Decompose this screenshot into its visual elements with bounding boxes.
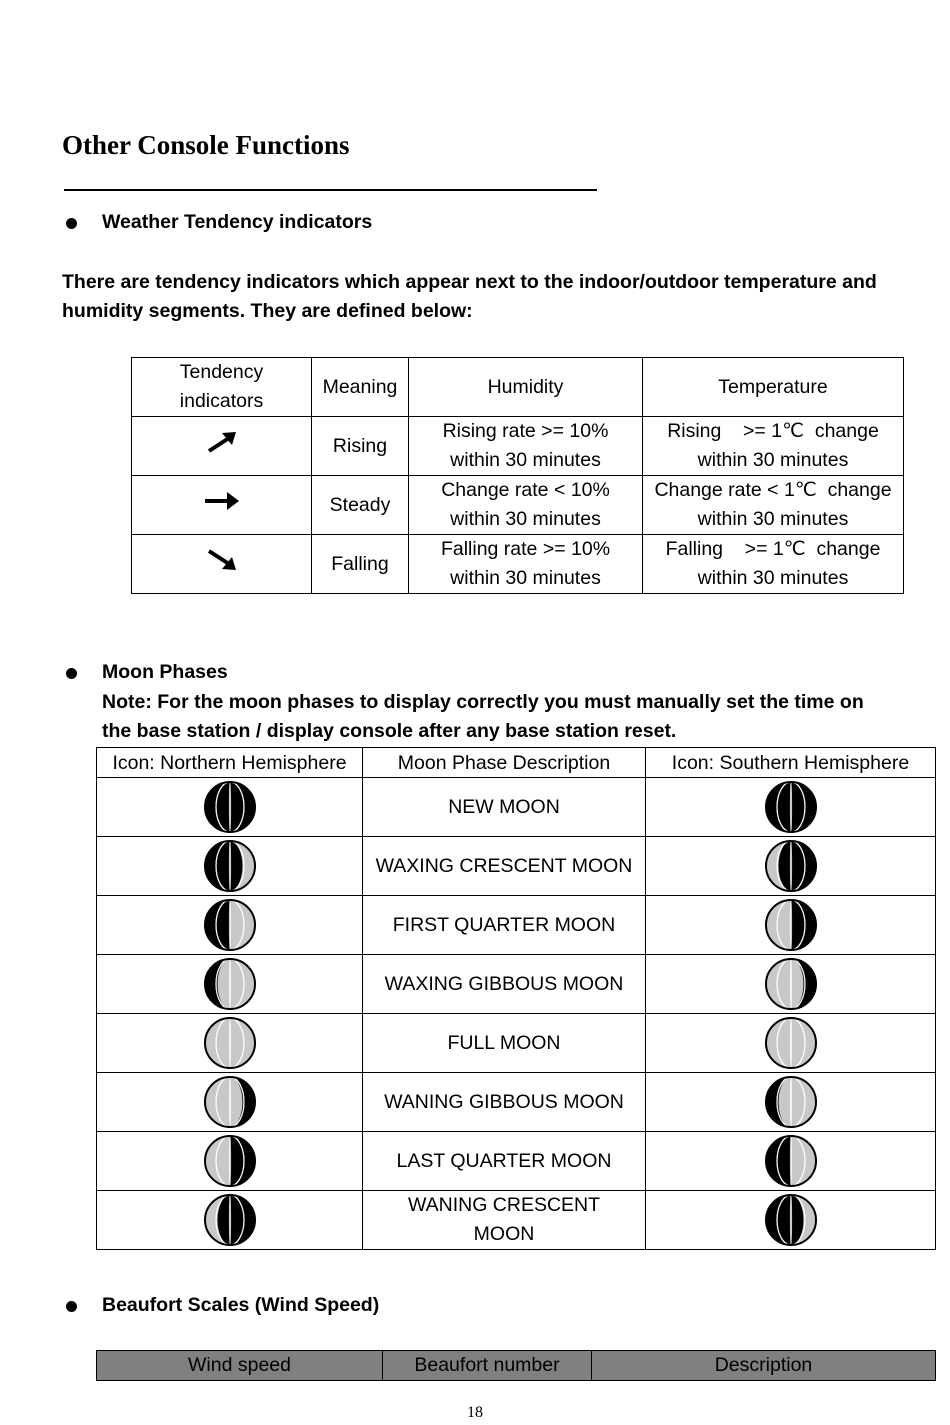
table-row [97,1132,936,1191]
cell-text: within 30 minutes [450,449,601,471]
north-icon-cell [97,955,363,1014]
page-title: Other Console Functions [62,130,350,160]
south-icon-cell [646,1014,936,1073]
table-row [132,417,904,476]
new-moon-icon [203,780,257,834]
table-row [97,896,936,955]
indicator-cell [132,417,312,476]
moon-table-header [97,748,936,778]
tendency-table [131,357,904,594]
table-row [97,955,936,1014]
header-cell-description: Description [592,1351,936,1381]
table-row [97,1014,936,1073]
humidity-cell [409,476,643,535]
waxing-gibbous-icon [203,957,257,1011]
section-heading-moon: Moon Phases [102,661,228,683]
cell-text: within 30 minutes [697,567,849,589]
phase-description-cell [363,1132,646,1191]
waning-gibbous-icon [764,1075,818,1129]
waxing-crescent-icon [203,839,257,893]
beaufort-table [96,1350,936,1381]
cell-text: Rising rate >= 10% [442,420,609,442]
cell-text: Change rate < 1℃ change [654,479,892,501]
table-row [132,535,904,594]
table-row [97,1191,936,1250]
cell-text: FIRST QUARTER MOON [392,913,616,936]
section-heading-beaufort: Beaufort Scales (Wind Speed) [102,1294,380,1316]
temperature-cell [643,535,904,594]
bullet-icon [66,668,77,679]
cell-text: NEW MOON [448,795,560,818]
south-icon-cell [646,1132,936,1191]
header-cell-south: Icon: Southern Hemisphere [646,748,936,778]
meaning-cell: Falling [312,535,409,594]
south-icon-cell [646,837,936,896]
full-moon-icon [203,1016,257,1070]
moon-phase-table [96,747,936,1250]
cell-text: within 30 minutes [697,449,849,471]
phase-description-cell [363,896,646,955]
waning-crescent-icon [764,1193,818,1247]
north-icon-cell [97,1132,363,1191]
south-icon-cell [646,1191,936,1250]
full-moon-icon [764,1016,818,1070]
cell-text: within 30 minutes [697,508,849,530]
cell-text: within 30 minutes [450,567,601,589]
last-quarter-icon [203,1134,257,1188]
steady-arrow-icon [203,490,241,512]
cell-text: WANING CRESCENT [407,1194,601,1216]
north-icon-cell [97,837,363,896]
header-text: indicators [179,390,264,412]
header-cell-meaning: Meaning [312,358,409,417]
meaning-cell: Steady [312,476,409,535]
table-row [132,476,904,535]
section-heading-tendency: Weather Tendency indicators [102,211,373,233]
north-icon-cell [97,1014,363,1073]
table-row [97,837,936,896]
table-row [97,1073,936,1132]
bullet-icon [66,218,77,229]
beaufort-table-header [97,1351,936,1381]
waning-gibbous-icon [203,1075,257,1129]
header-cell-indicators [132,358,312,417]
phase-description-cell [363,837,646,896]
bullet-icon [66,1301,77,1312]
header-cell-humidity: Humidity [409,358,643,417]
waning-crescent-icon [203,1193,257,1247]
first-quarter-icon [203,898,257,952]
south-icon-cell [646,778,936,837]
phase-description-cell [363,1014,646,1073]
first-quarter-icon [764,898,818,952]
header-text: Tendency [179,361,264,383]
indicator-cell [132,476,312,535]
header-cell-temperature: Temperature [643,358,904,417]
cell-text: Falling rate >= 10% [440,538,611,560]
phase-description-cell [363,1073,646,1132]
temperature-cell [643,417,904,476]
page-number: 18 [467,1404,483,1421]
header-cell-wind-speed: Wind speed [97,1351,383,1381]
south-icon-cell [646,1073,936,1132]
cell-text: Rising >= 1℃ change [667,420,879,442]
tendency-intro-line-1: There are tendency indicators which appear next to the indoor/outdoor temperature and [62,271,877,293]
table-row [97,778,936,837]
moon-note-line-2: the base station / display console after any base station reset. [102,720,677,742]
cell-text: Change rate < 10% [441,479,610,501]
north-icon-cell [97,778,363,837]
north-icon-cell [97,1191,363,1250]
moon-note-line-1: Note: For the moon phases to display correctly you must manually set the time on [102,691,864,713]
phase-description-cell [363,955,646,1014]
cell-text: FULL MOON [447,1031,561,1054]
cell-text: WANING GIBBOUS MOON [384,1090,624,1113]
cell-text: WAXING CRESCENT MOON [375,854,633,877]
tendency-intro-line-2: humidity segments. They are defined below: [62,300,473,322]
north-icon-cell [97,1073,363,1132]
cell-text: LAST QUARTER MOON [396,1149,612,1172]
rising-arrow-icon [205,429,239,455]
header-cell-beaufort-number: Beaufort number [383,1351,592,1381]
title-underline [64,189,597,191]
header-cell-north: Icon: Northern Hemisphere [97,748,363,778]
waxing-crescent-icon [764,839,818,893]
cell-text: WAXING GIBBOUS MOON [384,972,624,995]
new-moon-icon [764,780,818,834]
meaning-cell: Rising [312,417,409,476]
cell-text: within 30 minutes [450,508,601,530]
indicator-cell [132,535,312,594]
phase-description-cell [363,778,646,837]
temperature-cell [643,476,904,535]
phase-description-cell [363,1191,646,1250]
humidity-cell [409,535,643,594]
humidity-cell [409,417,643,476]
north-icon-cell [97,896,363,955]
south-icon-cell [646,896,936,955]
south-icon-cell [646,955,936,1014]
cell-text: Falling >= 1℃ change [665,538,881,560]
last-quarter-icon [764,1134,818,1188]
header-cell-description: Moon Phase Description [363,748,646,778]
tendency-table-header [132,358,904,417]
cell-text: MOON [473,1223,535,1245]
falling-arrow-icon [205,547,239,573]
waxing-gibbous-icon [764,957,818,1011]
